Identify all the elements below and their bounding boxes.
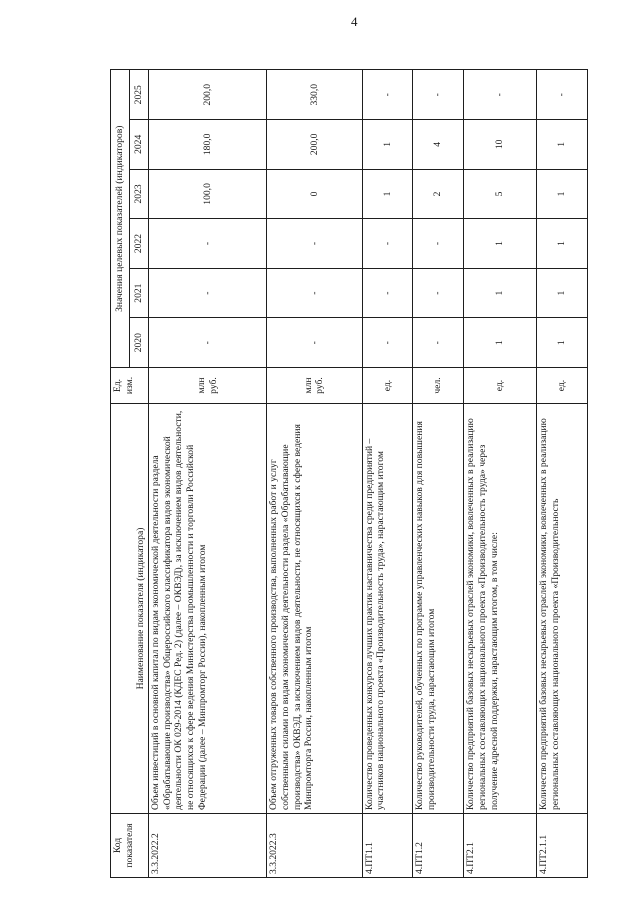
indicator-name: Количество предприятий базовых несырьевых отраслей экономики, вовлеченных в реализацию региональных составляющих национального проекта «Производительность xyxy=(537,404,588,814)
indicator-value: 200,0 xyxy=(267,120,363,170)
rotated-table-container xyxy=(110,70,588,878)
indicator-value: - xyxy=(149,318,267,368)
header-year: 2020 xyxy=(130,318,149,368)
header-code xyxy=(111,814,149,878)
header-values-group: Значения целевых показателей (индикаторов) xyxy=(111,70,130,368)
indicator-name: Количество предприятий базовых несырьевых отраслей экономики, вовлеченных в реализацию региональных составляющих национального проекта «Производительность труда» через получение адресной поддержки, нарастающим итогом, в том числе: xyxy=(464,404,537,814)
indicator-value: 100,0 xyxy=(149,169,267,219)
indicator-value: - xyxy=(537,70,588,120)
indicator-value: - xyxy=(413,268,464,318)
header-unit-line: Ед. xyxy=(112,378,123,393)
header-year: 2023 xyxy=(130,169,149,219)
table-row xyxy=(267,70,363,878)
indicator-value: - xyxy=(267,219,363,269)
indicator-value: - xyxy=(413,318,464,368)
indicator-value: - xyxy=(149,219,267,269)
unit-line: руб. xyxy=(207,377,219,394)
indicator-code: 4.ПТ1.1 xyxy=(362,814,413,878)
indicator-value: 1 xyxy=(537,268,588,318)
indicator-value: 10 xyxy=(464,120,537,170)
indicator-value: - xyxy=(149,268,267,318)
indicator-value: 1 xyxy=(537,120,588,170)
indicator-code: 3.3.2022.3 xyxy=(267,814,363,878)
header-year: 2022 xyxy=(130,219,149,269)
indicator-code: 4.ПТ1.2 xyxy=(413,814,464,878)
table-row xyxy=(149,70,267,878)
indicator-table-area xyxy=(110,70,588,878)
indicator-value: 1 xyxy=(537,318,588,368)
indicator-value: - xyxy=(413,219,464,269)
indicator-value: 1 xyxy=(464,268,537,318)
header-year: 2021 xyxy=(130,268,149,318)
indicator-value: 1 xyxy=(537,169,588,219)
indicator-value: - xyxy=(362,268,413,318)
indicator-unit: ед. xyxy=(464,368,537,404)
indicator-value: - xyxy=(362,70,413,120)
table-row xyxy=(464,70,537,878)
indicator-name: Объем отгруженных товаров собственного производства, выполненных работ и услуг собственными силами по видам экономической деятельности раздела «Обрабатывающие производства» ОКВЭД, за исключением видов деятельности, не относящихся к сфере ведения Минпромторга России, накопленным итогом xyxy=(267,404,363,814)
indicator-value: 0 xyxy=(267,169,363,219)
indicator-value: 5 xyxy=(464,169,537,219)
indicator-name: Объем инвестиций в основной капитал по видам экономической деятельности раздела «Обрабатывающие производства» Общероссийского классификатора видов экономической деятельности ОК 029-2014 (КДЕС Ред. 2) (далее – ОКВЭД), за исключением видов деятельности, не относящихся к сфере ведения Министерства промышленности и торговли Российской Федерации (далее – Минпромторг России), накопленным итогом xyxy=(149,404,267,814)
indicator-unit xyxy=(149,368,267,404)
unit-line: млн xyxy=(302,377,314,394)
indicator-table xyxy=(110,69,588,878)
table-row xyxy=(413,70,464,878)
unit-line: млн xyxy=(195,377,207,394)
indicator-value: - xyxy=(267,318,363,368)
indicator-unit xyxy=(267,368,363,404)
indicator-name: Количество проведенных конкурсов лучших практик наставничества среди предприятий – участников национального проекта «Производительность труда», нарастающим итогом xyxy=(362,404,413,814)
indicator-value: 1 xyxy=(362,169,413,219)
indicator-value: - xyxy=(267,268,363,318)
indicator-value: 1 xyxy=(537,219,588,269)
page-number: 4 xyxy=(351,14,358,29)
indicator-name: Количество руководителей, обученных по программе управленческих навыков для повышения производительности труда, нарастающим итогом xyxy=(413,404,464,814)
indicator-value: 2 xyxy=(413,169,464,219)
indicator-unit: чел. xyxy=(413,368,464,404)
header-code-line: Код xyxy=(112,837,123,854)
table-row xyxy=(362,70,413,878)
indicator-value: 330,0 xyxy=(267,70,363,120)
header-year: 2024 xyxy=(130,120,149,170)
indicator-code: 4.ПТ2.1 xyxy=(464,814,537,878)
header-name: Наименование показателя (индикатора) xyxy=(111,404,149,814)
indicator-value: 1 xyxy=(464,318,537,368)
indicator-value: - xyxy=(464,70,537,120)
indicator-value: 1 xyxy=(362,120,413,170)
unit-line: руб. xyxy=(314,377,326,394)
indicator-value: 1 xyxy=(464,219,537,269)
indicator-value: - xyxy=(413,70,464,120)
indicator-value: 180,0 xyxy=(149,120,267,170)
indicator-value: - xyxy=(362,318,413,368)
header-code-line: показателя xyxy=(123,823,135,868)
header-year: 2025 xyxy=(130,70,149,120)
indicator-code: 4.ПТ2.1.1 xyxy=(537,814,588,878)
header-unit-line: изм. xyxy=(123,376,135,395)
indicator-value: 200,0 xyxy=(149,70,267,120)
indicator-unit: ед. xyxy=(362,368,413,404)
header-unit xyxy=(111,368,149,404)
indicator-unit: ед. xyxy=(537,368,588,404)
indicator-value: - xyxy=(362,219,413,269)
indicator-code: 3.3.2022.2 xyxy=(149,814,267,878)
indicator-value: 4 xyxy=(413,120,464,170)
table-row xyxy=(537,70,588,878)
